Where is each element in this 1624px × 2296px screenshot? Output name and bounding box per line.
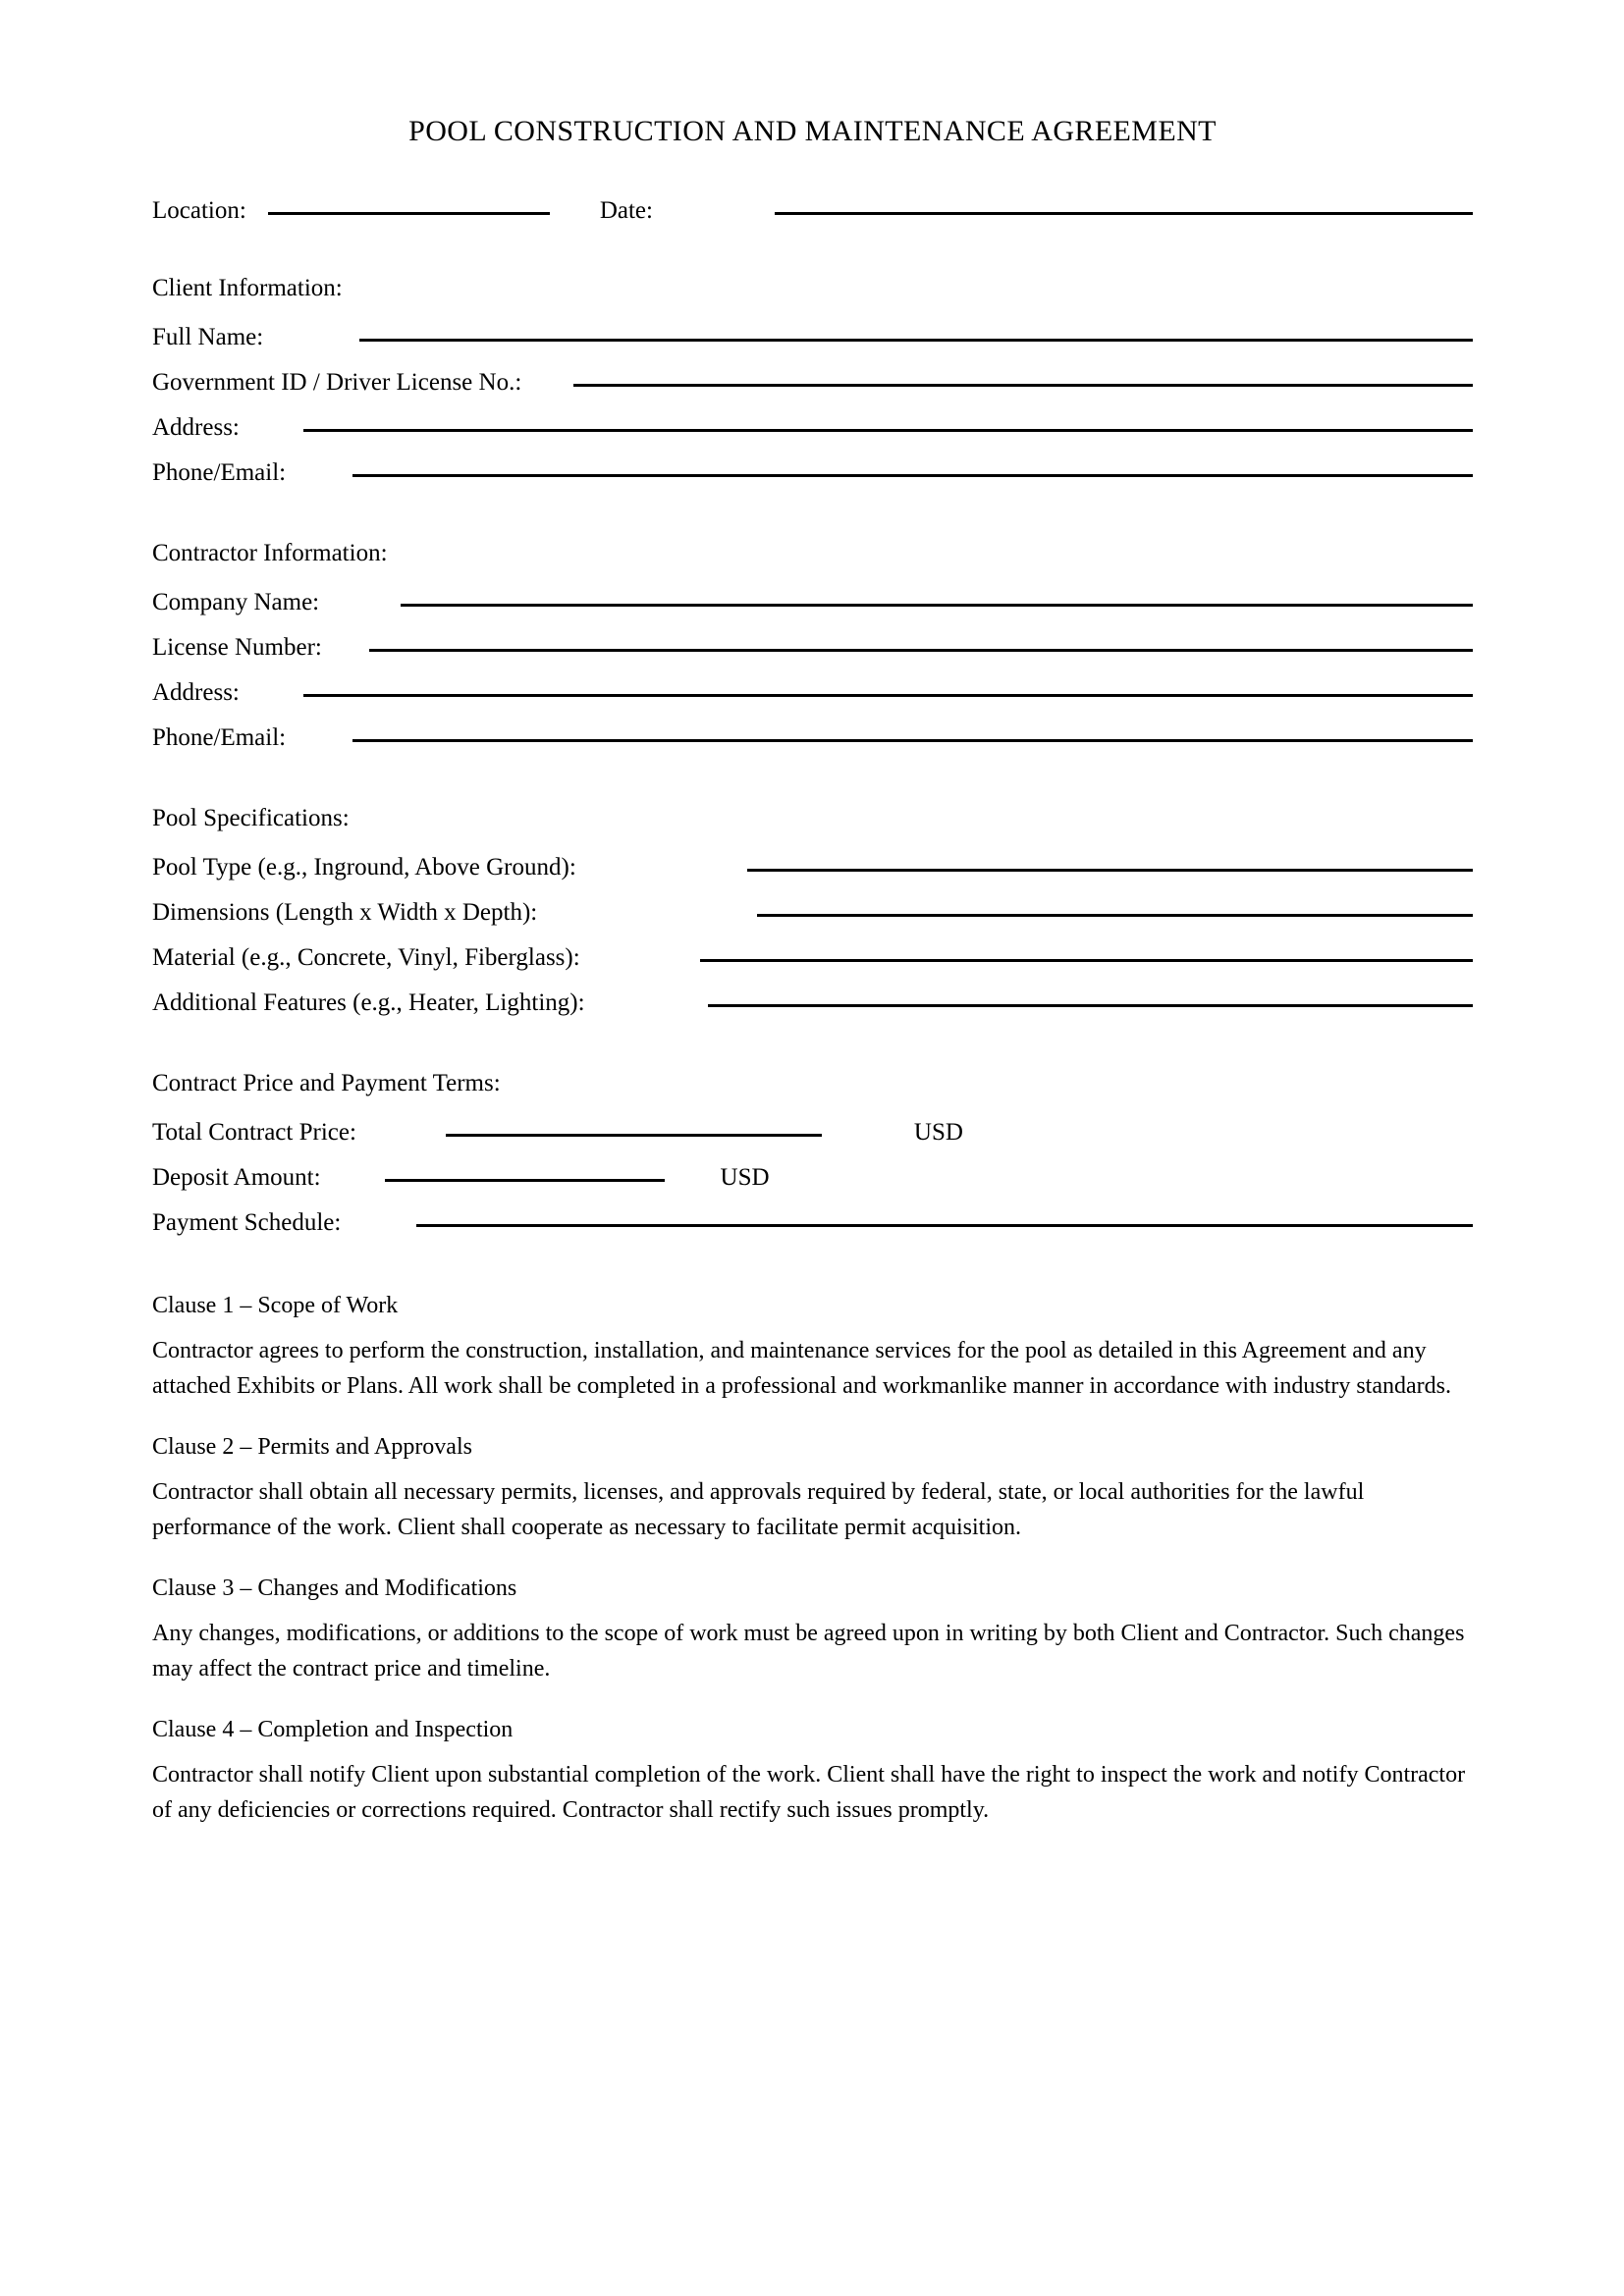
contractor-information-heading: Contractor Information: bbox=[152, 540, 388, 566]
pool-dimensions-input-line[interactable] bbox=[757, 914, 1473, 917]
clause-4-body: Contractor shall notify Client upon substantial completion of the work. Client shall have the right to inspect the work and notify Contractor of any deficiencies or corrections required. Contractor shall rectify such issues promptly. bbox=[152, 1761, 1466, 1824]
pool-additional-features-row bbox=[152, 990, 1473, 1015]
pool-additional-features-input-line[interactable] bbox=[708, 1004, 1473, 1007]
contractor-address-row bbox=[152, 680, 1473, 705]
clause-3-title: Clause 3 – Changes and Modifications bbox=[152, 1575, 517, 1601]
payment-schedule-label: Payment Schedule: bbox=[152, 1209, 342, 1236]
total-contract-price-row bbox=[152, 1120, 1473, 1145]
client-full-name-row bbox=[152, 325, 1473, 349]
deposit-amount-row bbox=[152, 1165, 1473, 1190]
contractor-license-number-row bbox=[152, 635, 1473, 660]
client-information-heading: Client Information: bbox=[152, 275, 343, 301]
clause-1-body: Contractor agrees to perform the construction, installation, and maintenance services for the pool as detailed in this Agreement and any attached Exhibits or Plans. All work shall be completed in a professional and workmanlike manner in accordance with industry standards. bbox=[152, 1338, 1451, 1400]
contractor-company-name-input-line[interactable] bbox=[401, 604, 1473, 607]
pool-dimensions-label: Dimensions (Length x Width x Depth): bbox=[152, 899, 538, 926]
client-phone-email-label: Phone/Email: bbox=[152, 459, 287, 486]
date-input-line[interactable] bbox=[775, 212, 1473, 215]
client-full-name-input-line[interactable] bbox=[359, 339, 1473, 342]
contractor-phone-email-row bbox=[152, 725, 1473, 750]
deposit-amount-input-line[interactable] bbox=[385, 1179, 665, 1182]
pool-material-input-line[interactable] bbox=[700, 959, 1473, 962]
pool-type-row bbox=[152, 855, 1473, 880]
client-phone-email-input-line[interactable] bbox=[352, 474, 1473, 477]
clause-2-title: Clause 2 – Permits and Approvals bbox=[152, 1433, 472, 1460]
pool-additional-features-label: Additional Features (e.g., Heater, Lighting): bbox=[152, 989, 585, 1016]
date-label: Date: bbox=[599, 197, 653, 224]
clause-3-body: Any changes, modifications, or additions to the scope of work must be agreed upon in writing by both Client and Contractor. Such changes may affect the contract price and timeline. bbox=[152, 1620, 1465, 1682]
clause-1-title: Clause 1 – Scope of Work bbox=[152, 1293, 399, 1318]
contractor-address-label: Address: bbox=[152, 679, 240, 706]
client-gov-id-input-line[interactable] bbox=[573, 384, 1473, 387]
pool-type-input-line[interactable] bbox=[747, 869, 1473, 872]
contractor-address-input-line[interactable] bbox=[303, 694, 1473, 697]
contractor-phone-email-label: Phone/Email: bbox=[152, 724, 287, 751]
clause-4-title: Clause 4 – Completion and Inspection bbox=[152, 1716, 514, 1742]
total-contract-price-input-line[interactable] bbox=[446, 1134, 822, 1137]
pool-specifications-heading: Pool Specifications: bbox=[152, 805, 350, 831]
deposit-amount-label: Deposit Amount: bbox=[152, 1164, 321, 1191]
client-full-name-label: Full Name: bbox=[152, 324, 264, 350]
pool-material-label: Material (e.g., Concrete, Vinyl, Fiberglass): bbox=[152, 944, 580, 971]
contractor-license-number-label: License Number: bbox=[152, 634, 322, 661]
pool-material-row bbox=[152, 945, 1473, 970]
pool-type-label: Pool Type (e.g., Inground, Above Ground): bbox=[152, 854, 576, 881]
total-contract-price-currency: USD bbox=[913, 1119, 963, 1146]
client-address-input-line[interactable] bbox=[303, 429, 1473, 432]
total-contract-price-label: Total Contract Price: bbox=[152, 1119, 356, 1146]
location-input-line[interactable] bbox=[268, 212, 550, 215]
location-label: Location: bbox=[152, 197, 246, 224]
client-gov-id-row bbox=[152, 370, 1473, 395]
contractor-company-name-label: Company Name: bbox=[152, 589, 320, 615]
document-body bbox=[152, 0, 1473, 1829]
contractor-license-number-input-line[interactable] bbox=[369, 649, 1473, 652]
payment-schedule-row bbox=[152, 1210, 1473, 1235]
client-phone-email-row bbox=[152, 460, 1473, 485]
client-address-row bbox=[152, 415, 1473, 440]
payment-schedule-input-line[interactable] bbox=[416, 1224, 1473, 1227]
client-address-label: Address: bbox=[152, 414, 240, 441]
contractor-phone-email-input-line[interactable] bbox=[352, 739, 1473, 742]
page-title: POOL CONSTRUCTION AND MAINTENANCE AGREEMENT bbox=[408, 115, 1217, 147]
client-gov-id-label: Government ID / Driver License No.: bbox=[152, 369, 522, 396]
contractor-company-name-row bbox=[152, 590, 1473, 614]
clause-2-body: Contractor shall obtain all necessary permits, licenses, and approvals required by federal, state, or local authorities for the lawful performance of the work. Client shall cooperate as necessary to facilitate permit acquisition. bbox=[152, 1478, 1365, 1541]
payment-terms-heading: Contract Price and Payment Terms: bbox=[152, 1070, 501, 1096]
location-date-row bbox=[152, 198, 1473, 223]
deposit-amount-currency: USD bbox=[720, 1164, 770, 1191]
pool-dimensions-row bbox=[152, 900, 1473, 925]
